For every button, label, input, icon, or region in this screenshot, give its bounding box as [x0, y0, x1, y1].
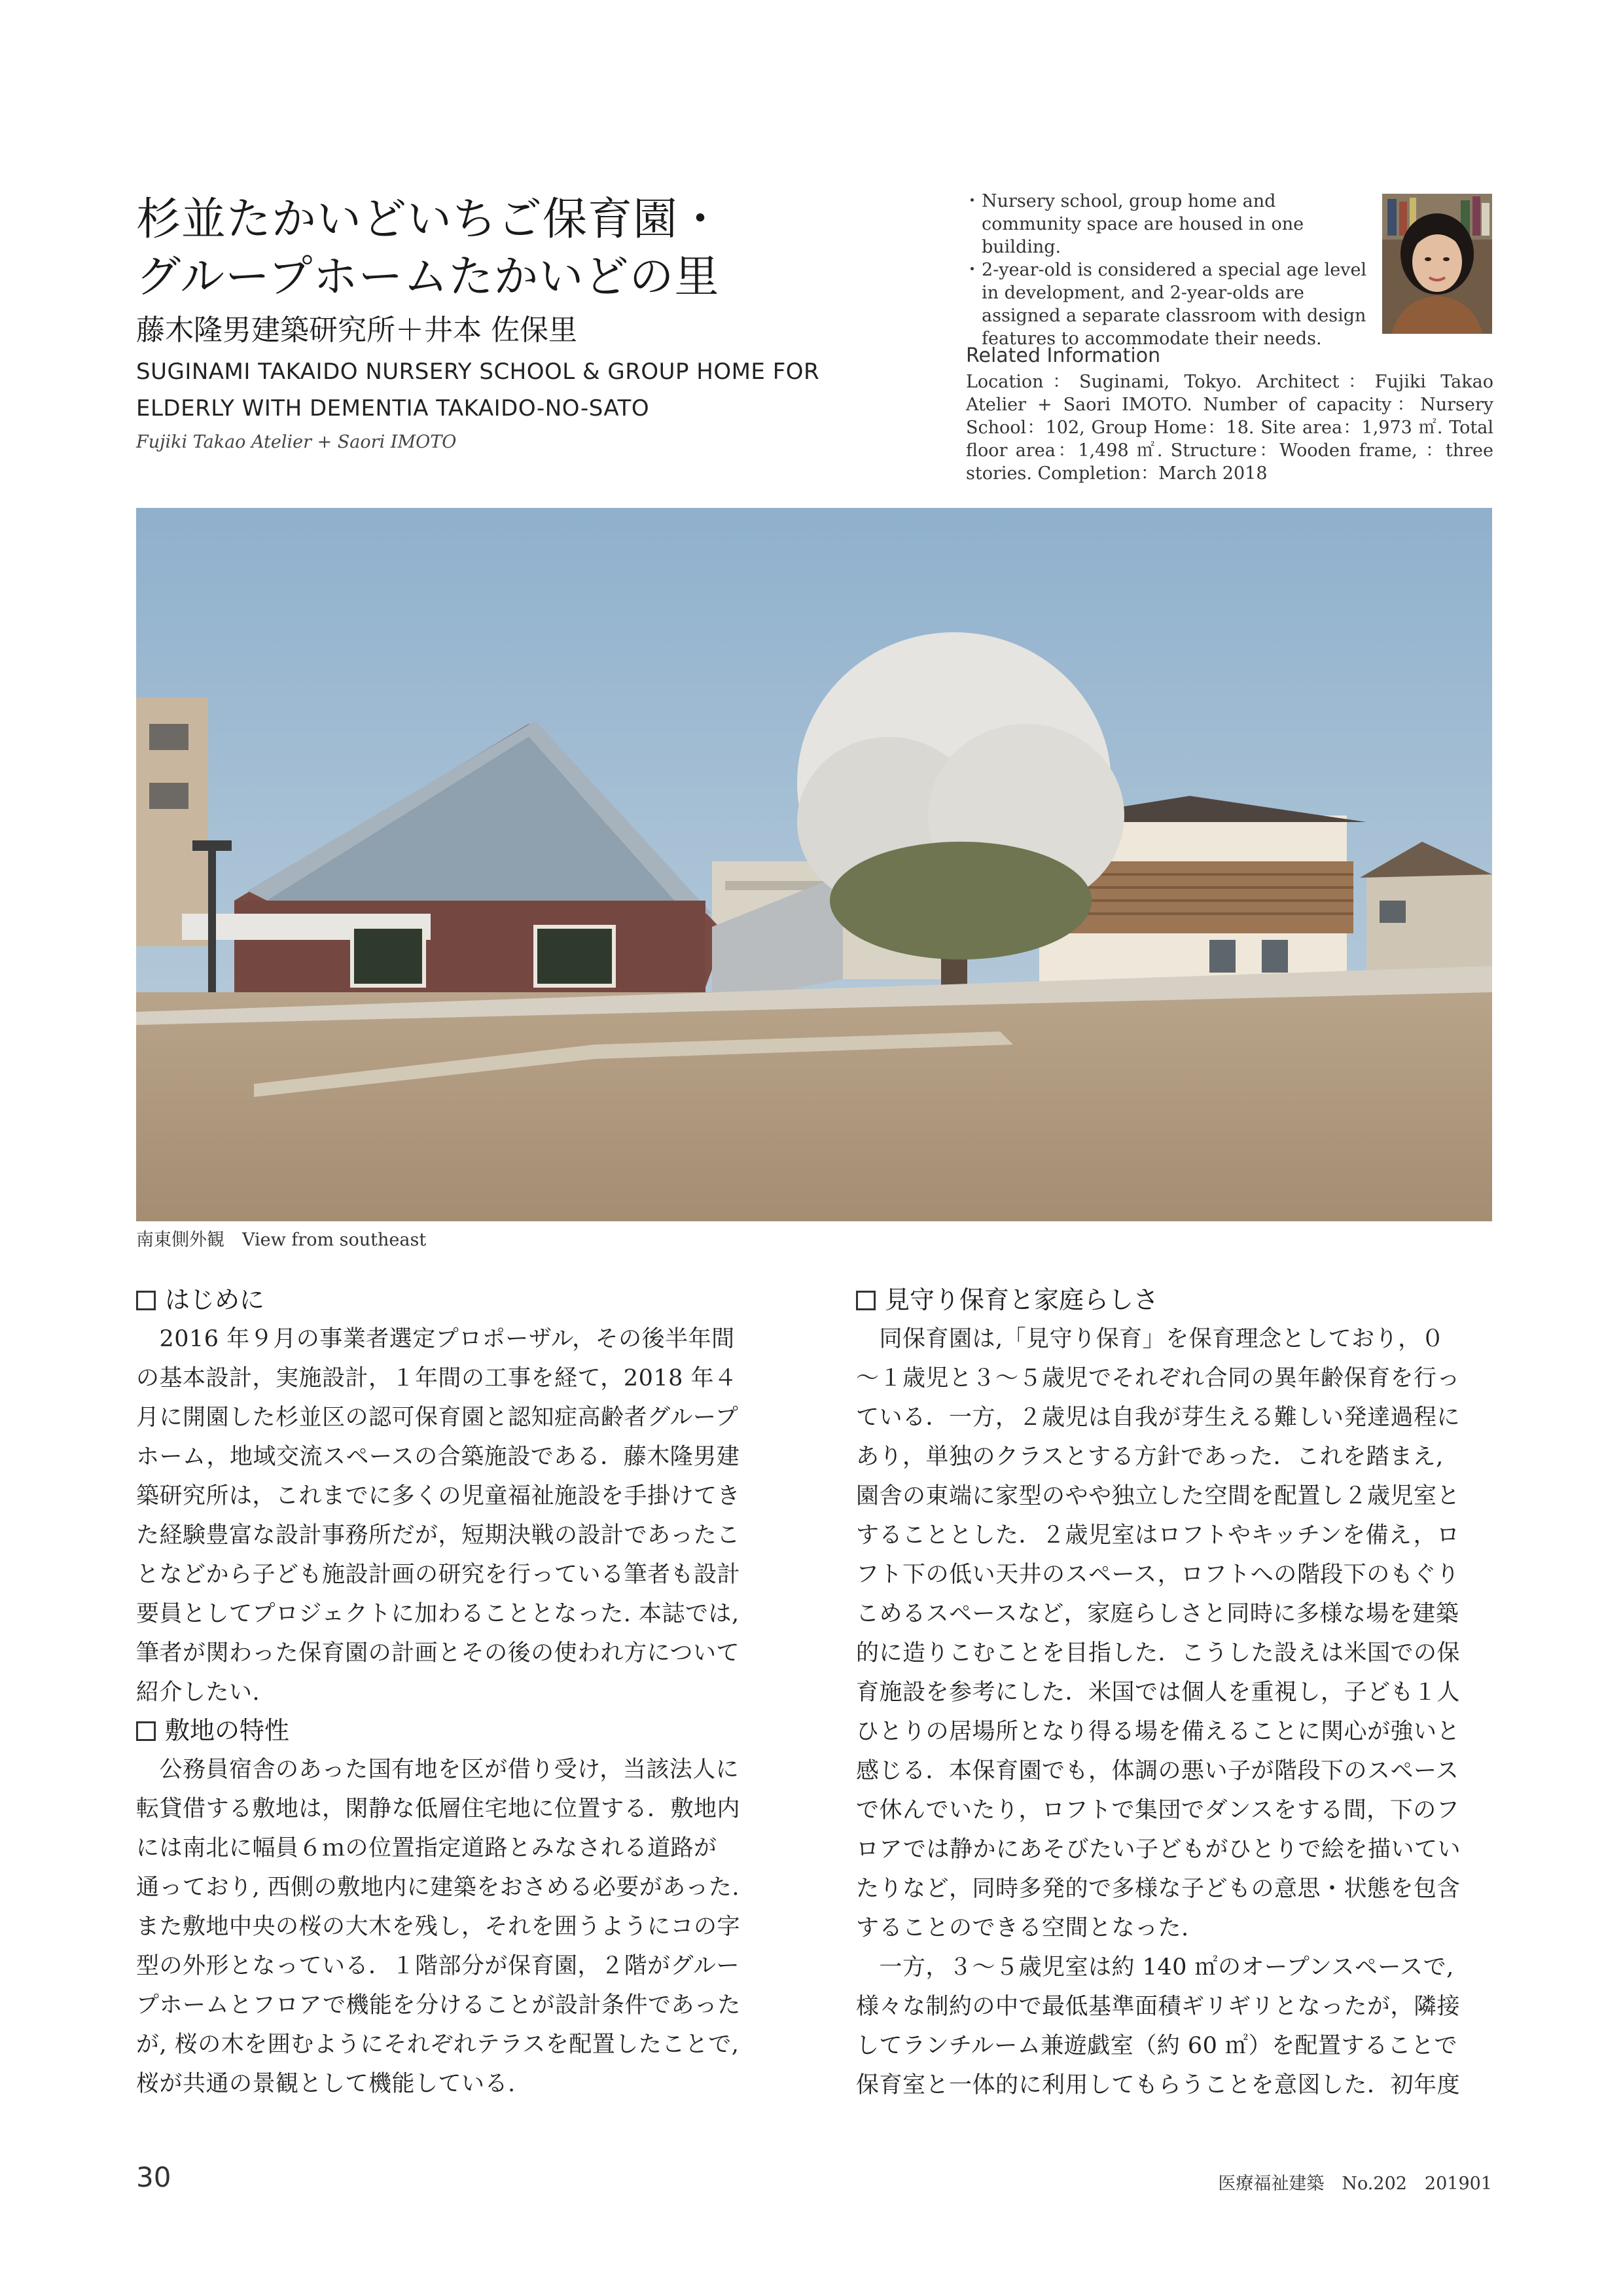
text-line: 筆者が関わった保育園の計画とその後の使われ方について — [136, 1640, 740, 1666]
related-info-body: Location：Suginami, Tokyo. Architect：Fujiki Takao Atelier + Saori IMOTO. Number of capacity：Nursery School：102, Group Home：18. Site area：1,973 ㎡. Total floor area：1,498 ㎡. Structure：Wooden frame, ：three stories. Completion：March 2018 — [966, 372, 1493, 484]
text-line: で休んでいたり，ロフトで集団でダンスをする間，下のフ — [856, 1797, 1460, 1823]
journal-name: 医療福祉建築 No.202 201901 — [1218, 2174, 1492, 2194]
page-number: 30 — [136, 2161, 171, 2193]
section-paragraph — [856, 1319, 1491, 2105]
portrait-image — [1382, 194, 1492, 334]
related-info-heading: Related Information — [966, 344, 1161, 367]
section-paragraph — [136, 1319, 771, 1712]
section-heading — [136, 1715, 771, 1746]
text-line: してランチルーム兼遊戯室（約 60 ㎡）を配置することで — [856, 2033, 1458, 2059]
authors-en: Fujiki Takao Atelier + Saori IMOTO — [136, 432, 457, 452]
text-line: 通っており, 西側の敷地内に建築をおさめる必要があった. — [136, 1874, 740, 1901]
left-column — [136, 1282, 771, 2104]
text-line: あり，単独のクラスとする方針であった．これを踏まえ, — [856, 1444, 1444, 1470]
text-line: プホームとフロアで機能を分けることが設計条件であった — [136, 1992, 741, 2018]
english-title-line-2: ELDERLY WITH DEMENTIA TAKAIDO-NO-SATO — [136, 395, 650, 422]
article-title — [136, 191, 908, 306]
text-line: 要員としてプロジェクトに加わることとなった. 本誌では, — [136, 1601, 740, 1627]
text-line: することのできる空間となった. — [856, 1915, 1189, 1941]
text-line: 感じる．本保育園でも，体調の悪い子が階段下のスペース — [856, 1758, 1459, 1784]
author-portrait — [1382, 194, 1492, 334]
text-line: また敷地中央の桜の大木を残し，それを囲うようにコの字 — [136, 1914, 741, 1940]
text-line: が, 桜の木を囲むようにそれぞれテラスを配置したことで, — [136, 2032, 740, 2058]
text-line: こめるスペースなど，家庭らしさと同時に多様な場を建築 — [856, 1601, 1459, 1627]
text-line: 園舎の東端に家型のやや独立した空間を配置し２歳児室と — [856, 1483, 1461, 1509]
section-heading-text: 敷地の特性 — [165, 1716, 290, 1745]
text-line: 同保育園は,「見守り保育」を保育理念としており，０ — [856, 1326, 1445, 1352]
highlight-item: ・ Nursery school, group home and community space are housed in one building. — [967, 190, 1373, 259]
text-line: 紹介したい. — [136, 1679, 260, 1706]
section-heading-text: 見守り保育と家庭らしさ — [885, 1285, 1159, 1314]
text-line: たりなど，同時多発的で多様な子どもの意思・状態を包含 — [856, 1876, 1461, 1902]
text-line: の基本設計，実施設計，１年間の工事を経て，2018 年４ — [136, 1365, 738, 1391]
english-title-line-1: SUGINAMI TAKAIDO NURSERY SCHOOL & GROUP HOME FOR — [136, 359, 820, 385]
text-line: 公務員宿舎のあった国有地を区が借り受け，当該法人に — [136, 1757, 740, 1783]
title-line-1: 杉並たかいどいちご保育園・ — [136, 194, 724, 245]
text-line: フト下の低い天井のスペース，ロフトへの階段下のもぐり — [856, 1562, 1460, 1588]
text-line: 様々な制約の中で最低基準面積ギリギリとなったが，隣接 — [856, 1994, 1461, 2020]
section-heading — [856, 1284, 1491, 1316]
text-line: 育施設を参考にした．米国では個人を重視し，子ども１人 — [856, 1679, 1461, 1706]
text-line: 転貸借する敷地は，閑静な低層住宅地に位置する．敷地内 — [136, 1796, 741, 1822]
checkbox-square-icon — [136, 1291, 156, 1310]
text-line: には南北に幅員６ｍの位置指定道路とみなされる道路が — [136, 1835, 717, 1861]
text-line: 一方，３～５歳児室は約 140 ㎡のオープンスペースで, — [856, 1954, 1454, 1981]
text-line: となどから子ども施設計画の研究を行っている筆者も設計 — [136, 1562, 741, 1588]
highlight-item: ・ 2-year-old is considered a special age level in development, and 2-year-olds are assigned a separate classroom with design features to accommodate their needs. — [967, 259, 1373, 350]
authors-jp: 藤木隆男建築研究所＋井本 佐保里 — [136, 314, 577, 347]
text-line: 桜が共通の景観として機能している. — [136, 2071, 516, 2097]
text-line: 型の外形となっている．１階部分が保育園，２階がグルー — [136, 1953, 740, 1979]
section-heading-text: はじめに — [165, 1285, 265, 1314]
building-photo — [136, 508, 1492, 1221]
building-photo-image — [136, 508, 1492, 1221]
section-paragraph — [136, 1750, 771, 2104]
text-line: ホーム，地域交流スペースの合築施設である．藤木隆男建 — [136, 1444, 740, 1470]
text-line: た経験豊富な設計事務所だが，短期決戦の設計であったこ — [136, 1522, 740, 1549]
english-title — [136, 353, 908, 427]
checkbox-square-icon — [136, 1721, 156, 1741]
title-line-2: グループホームたかいどの里 — [136, 251, 720, 303]
text-line: 保育室と一体的に利用してもらうことを意図した．初年度 — [856, 2072, 1461, 2098]
section-heading — [136, 1284, 771, 1316]
text-line: ～１歳児と３～５歳児でそれぞれ合同の異年齢保育を行っ — [856, 1365, 1461, 1391]
text-line: 築研究所は，これまでに多くの児童福祉施設を手掛けてき — [136, 1483, 741, 1509]
text-line: 月に開園した杉並区の認可保育園と認知症高齢者グループ — [136, 1405, 739, 1431]
text-line: 2016 年９月の事業者選定プロポーザル，その後半年間 — [136, 1326, 735, 1352]
text-line: ひとりの居場所となり得る場を備えることに関心が強いと — [856, 1719, 1461, 1745]
checkbox-square-icon — [856, 1291, 876, 1310]
text-line: ている．一方，２歳児は自我が芽生える難しい発達過程に — [856, 1405, 1461, 1431]
highlights-list — [967, 190, 1373, 350]
text-line: ロアでは静かにあそびたい子どもがひとりで絵を描いてい — [856, 1837, 1461, 1863]
right-column — [856, 1282, 1491, 2105]
text-line: 的に造りこむことを目指した．こうした設えは米国での保 — [856, 1640, 1461, 1666]
photo-caption: 南東側外観 View from southeast — [136, 1230, 427, 1250]
text-line: することとした．２歳児室はロフトやキッチンを備え，ロ — [856, 1522, 1460, 1549]
